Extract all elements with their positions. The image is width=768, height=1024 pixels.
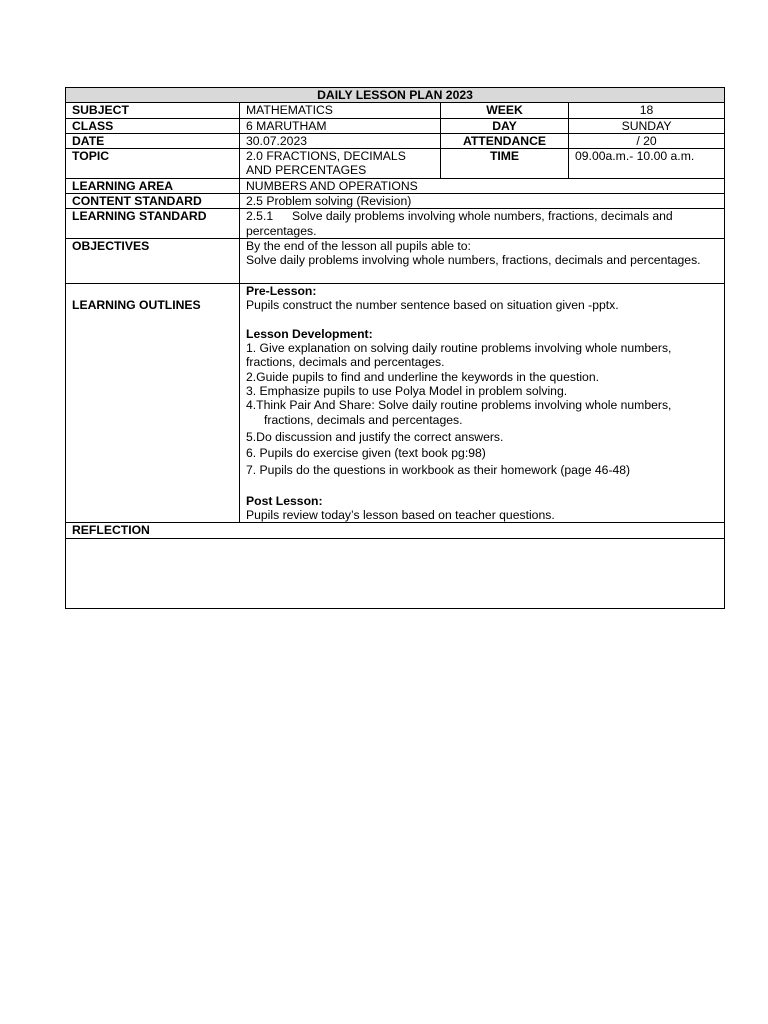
objectives-value [240,238,725,283]
lesson-development-step-7: 7. Pupils do the questions in workbook as their homework (page 46-48) [246,462,631,477]
learning-outlines-value [240,283,725,522]
topic-label: TOPIC [66,149,240,179]
lesson-plan-table [65,87,725,609]
week-value: 18 [569,103,725,118]
date-value: 30.07.2023 [240,133,441,148]
reflection-box [66,538,725,608]
time-label: TIME [441,149,569,179]
learning-standard-label: LEARNING STANDARD [66,209,240,239]
lesson-development-step-3: 3. Emphasize pupils to use Polya Model in problem solving. [246,384,568,399]
class-value: 6 MARUTHAM [240,118,441,133]
learning-area-label: LEARNING AREA [66,178,240,193]
time-value: 09.00a.m.- 10.00 a.m. [569,149,725,179]
topic-line-1: 2.0 FRACTIONS, DECIMALS [246,149,406,164]
content-standard-label: CONTENT STANDARD [66,194,240,209]
learning-standard-value [240,209,725,239]
topic-line-2: AND PERCENTAGES [246,163,367,178]
attendance-label: ATTENDANCE [441,133,569,148]
lesson-development-step-4: 4.Think Pair And Share: Solve daily routine problems involving whole numbers, [246,398,672,413]
lesson-development-step-6: 6. Pupils do exercise given (text book pg:98) [246,446,486,461]
attendance-value: / 20 [569,133,725,148]
subject-label: SUBJECT [66,103,240,118]
pre-lesson-heading: Pre-Lesson: [246,283,317,298]
learning-standard-code: 2.5.1 [246,209,274,224]
learning-outlines-label: LEARNING OUTLINES [66,283,240,522]
reflection-label: REFLECTION [66,523,725,538]
lesson-development-step-4-cont: fractions, decimals and percentages. [264,412,463,427]
topic-value [240,149,441,179]
content-standard-value: 2.5 Problem solving (Revision) [240,194,725,209]
objectives-text: Solve daily problems involving whole numbers, fractions, decimals and percentages. [246,253,701,268]
post-lesson-heading: Post Lesson: [246,493,323,508]
objectives-label: OBJECTIVES [66,238,240,283]
learning-standard-text: Solve daily problems involving whole numbers, fractions, decimals and percentages. [246,209,673,238]
lesson-development-step-5: 5.Do discussion and justify the correct answers. [246,429,504,444]
day-label: DAY [441,118,569,133]
lesson-development-step-1: 1. Give explanation on solving daily routine problems involving whole numbers, fractions, decimals and percentages. [246,341,672,370]
plan-title: DAILY LESSON PLAN 2023 [66,88,725,103]
learning-area-value: NUMBERS AND OPERATIONS [240,178,725,193]
pre-lesson-text: Pupils construct the number sentence based on situation given -pptx. [246,298,619,313]
objectives-intro: By the end of the lesson all pupils able to: [246,238,471,253]
post-lesson-text: Pupils review today’s lesson based on teacher questions. [246,508,555,523]
lesson-development-step-2: 2.Guide pupils to find and underline the keywords in the question. [246,369,599,384]
week-label: WEEK [441,103,569,118]
date-label: DATE [66,133,240,148]
class-label: CLASS [66,118,240,133]
day-value: SUNDAY [569,118,725,133]
lesson-development-heading: Lesson Development: [246,326,373,341]
subject-value: MATHEMATICS [240,103,441,118]
